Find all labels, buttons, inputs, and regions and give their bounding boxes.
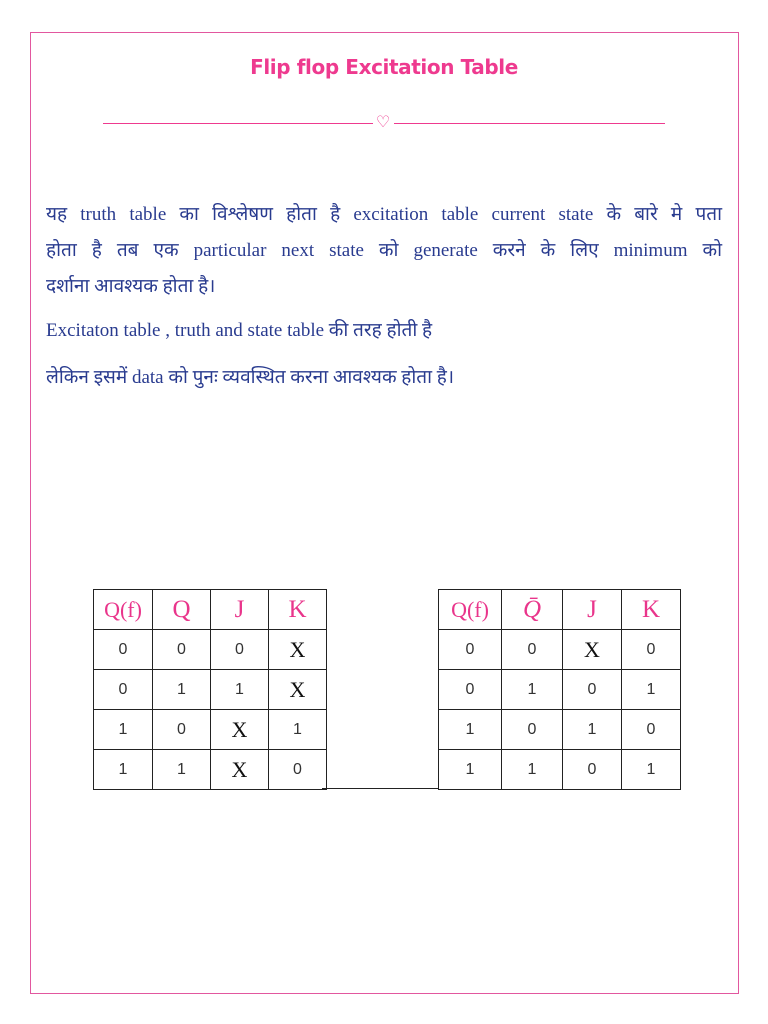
column-header: J — [563, 590, 622, 630]
table-cell: 1 — [94, 710, 153, 750]
table-row — [439, 630, 681, 670]
excitation-table-left — [93, 589, 327, 790]
table-row — [439, 710, 681, 750]
column-header: K — [622, 590, 681, 630]
paragraph-line: दर्शाना आवश्यक होता है। — [46, 276, 216, 297]
paragraph-line: Excitaton table , truth and state table की तरह होती है — [46, 320, 433, 341]
table-cell: X — [211, 710, 269, 750]
column-header: Q(f) — [94, 590, 153, 630]
table-cell: 0 — [211, 630, 269, 670]
column-header: J — [211, 590, 269, 630]
table-row — [439, 670, 681, 710]
table-cell: 0 — [439, 630, 502, 670]
table-cell: 1 — [622, 750, 681, 790]
table-cell: 1 — [502, 670, 563, 710]
table-header-row — [94, 590, 327, 630]
table-cell: X — [269, 630, 327, 670]
table-cell: X — [269, 670, 327, 710]
table-cell: 0 — [622, 630, 681, 670]
paragraph-line: होता है तब एक particular next state को generate करने के लिए minimum को — [46, 240, 722, 261]
table-cell: 0 — [153, 710, 211, 750]
divider-line-right — [394, 123, 665, 124]
column-header: Q(f) — [439, 590, 502, 630]
table-cell: X — [211, 750, 269, 790]
page-title: Flip flop Excitation Table — [250, 55, 518, 79]
table-cell: 1 — [439, 710, 502, 750]
table-cell: 0 — [153, 630, 211, 670]
page-frame — [30, 32, 739, 994]
paragraph-line: यह truth table का विश्लेषण होता है excitation table current state के बारे मे पता — [46, 204, 722, 225]
table-cell: 1 — [502, 750, 563, 790]
table-row — [94, 710, 327, 750]
heart-icon: ♡ — [375, 112, 391, 131]
table-cell: 1 — [94, 750, 153, 790]
table-cell: X — [563, 630, 622, 670]
column-header: Q̄ — [502, 590, 563, 630]
excitation-table-right — [438, 589, 681, 790]
table-row — [94, 630, 327, 670]
table-cell: 0 — [269, 750, 327, 790]
table-cell: 1 — [563, 710, 622, 750]
table-cell: 1 — [622, 670, 681, 710]
table-cell: 0 — [563, 750, 622, 790]
table-cell: 0 — [563, 670, 622, 710]
table-row — [94, 670, 327, 710]
table-cell: 1 — [153, 670, 211, 710]
divider-line-left — [103, 123, 373, 124]
table-connector-line — [322, 788, 439, 789]
table-cell: 0 — [94, 630, 153, 670]
table-cell: 0 — [94, 670, 153, 710]
table-cell: 1 — [439, 750, 502, 790]
table-cell: 0 — [502, 630, 563, 670]
table-row — [439, 750, 681, 790]
table-cell: 0 — [502, 710, 563, 750]
table-header-row — [439, 590, 681, 630]
paragraph-line: लेकिन इसमें data को पुनः व्यवस्थित करना आवश्यक होता है। — [46, 367, 455, 388]
table-row — [94, 750, 327, 790]
table-cell: 1 — [153, 750, 211, 790]
table-cell: 0 — [622, 710, 681, 750]
table-cell: 1 — [269, 710, 327, 750]
column-header: Q — [153, 590, 211, 630]
table-cell: 1 — [211, 670, 269, 710]
table-cell: 0 — [439, 670, 502, 710]
column-header: K — [269, 590, 327, 630]
